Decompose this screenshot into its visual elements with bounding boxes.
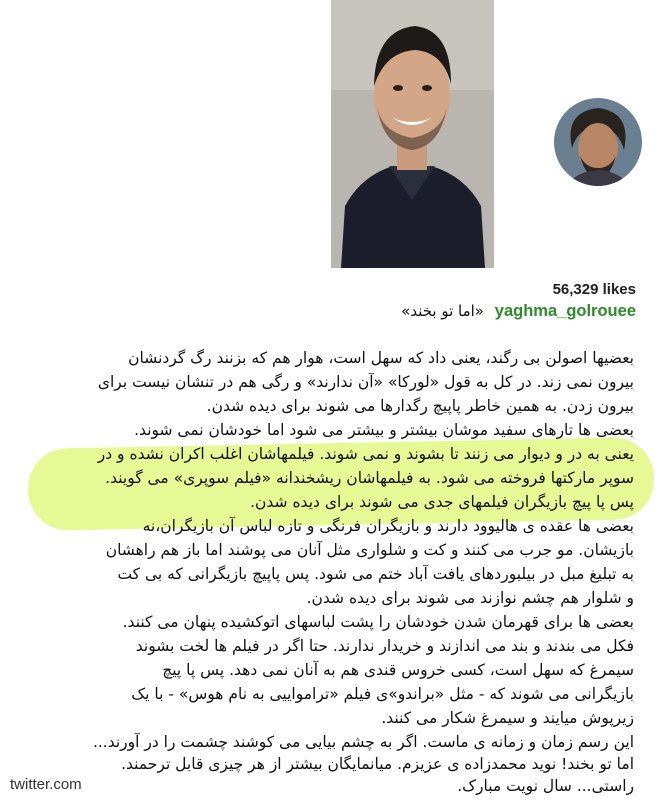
body-line: زیرپوش میایند و سیمرغ شکار می کنند. [381, 709, 634, 727]
body-line: بیرون زدن. به همین خاطر پاپیچ رگدارها می شوند برای دیده شدن. [206, 397, 634, 415]
body-line: به تبلیغ مبل در بیلبوردهای یافت آباد ختم می شود. پس پاپیچ بازیگرانی که بی کت [117, 565, 634, 583]
body-line: فکل می بندند و بند می اندازند و خریدار ندارند. حتا اگر در فیلم ها لخت بشوند [135, 637, 634, 655]
body-line: اما تو بخند! نوید محمدزاده ی عزیزم. میانمایگان بیشتر از هر چیزی قابل ترحمند. [121, 755, 634, 773]
body-line: یعنی به در و دیوار می زنند تا بشوند و نمی شوند. فیلمهاشان اغلب اکران نشده و در [97, 445, 634, 463]
body-line: بعضیها اصولن بی رگند، یعنی داد که سهل است، هوار هم که بزنند رگ گردنشان [128, 349, 634, 367]
username-link[interactable]: yaghma_golrouee [494, 302, 636, 320]
likes-count: 56,329 likes [552, 281, 636, 298]
body-line: این رسم زمان و زمانه ی ماست. اگر به چشم بیایی می کوشند چشمت را در آورند... [92, 733, 634, 751]
body-line: بازیشان. مو جرب می کنند و کت و شلواری مثل آنان می پوشند اما باز هم راهشان [105, 541, 634, 559]
body-line: بازیگرانی می شوند که - مثل «براندو»ی فیلم «ترامواییی به نام هوس» - با یک [131, 685, 634, 703]
body-line: پس پا پیچ بازیگران فیلمهای جدی می شوند برای دیده شدن. [250, 493, 634, 511]
body-line: بعضی ها عقده ی هالیوود دارند و بازیگران فرنگی و تازه لباس آن بازیگران،نه [142, 517, 634, 535]
body-line: بیرون نمی زند. در کل به قول «لورکا» «آن ندارند» و رگی هم در تنشان نیست برای [97, 373, 634, 391]
body-line: سوپر مارکتها فروخته می شود. به فیلمهاشان ریشخندانه «فیلم سوپری» می گویند. [105, 469, 634, 487]
body-line: بعضی ها برای قهرمان شدن خودشان را پشت لباسهای اتوکشیده پنهان می کنند. [122, 613, 634, 631]
body-line: و شلوار هم چشم نوازند می شوند برای دیده شدن. [306, 589, 634, 607]
post-title: «اما تو بخند» [401, 302, 484, 320]
body-line: بعضی ها تارهای سفید موشان بیشتر و بیشتر می شود اما خودشان نمی شوند. [134, 421, 634, 439]
body-line: سیمرغ که سهل است، کسی خروس قندی هم به آنان نمی دهد. پس پا پیچ [162, 661, 634, 679]
source-label: twitter.com [10, 776, 82, 793]
body-line: راستی... سال نویت مبارک. [457, 777, 634, 795]
